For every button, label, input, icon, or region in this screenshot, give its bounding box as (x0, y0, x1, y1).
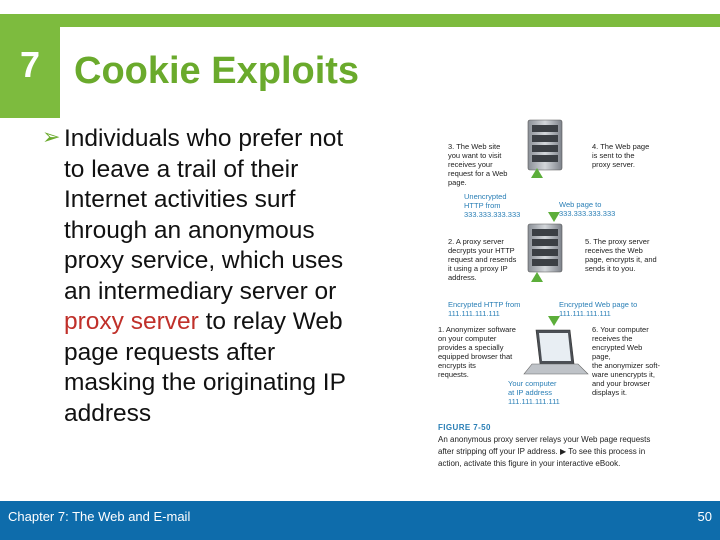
header-accent-bar (60, 14, 720, 27)
bullet-text-part: Individuals who prefer not to leave a trail of their Internet activities surf through an anonymous proxy service, which uses an intermediary server or (64, 125, 344, 305)
figure-caption-title: FIGURE 7-50 (438, 423, 491, 432)
slide-title: Cookie Exploits (74, 50, 360, 92)
laptop-icon (524, 330, 588, 374)
up-arrow-icon (531, 168, 543, 216)
chapter-number: 7 (19, 44, 41, 85)
step2-label: 2. A proxy server decrypts your HTTP request and resends it using a proxy IP address. (448, 237, 517, 282)
your-computer-label: Your computer at IP address 111.111.111.111 (508, 379, 560, 406)
footer-chapter: Chapter 7: The Web and E-mail (8, 509, 191, 524)
up-arrow-icon (531, 272, 543, 323)
step1-label: 1. Anonymizer software on your computer provides a specially equipped browser that encrypts its requests. (438, 325, 516, 379)
proxy-server-icon (528, 224, 562, 272)
bullet-text (64, 124, 364, 429)
figure-caption: An anonymous proxy server relays your Web page requests after stripping off your IP address. ▶ To see this process in action, activate this figure in your interactive eBook. (438, 435, 651, 468)
encrypted-page-label: Encrypted Web page to 111.111.111.111 (559, 300, 638, 318)
encrypted-http-label: Encrypted HTTP from 111.111.111.111 (448, 300, 521, 318)
arrow-bullet-icon: ➢ (42, 124, 61, 149)
proxy-figure (428, 118, 660, 488)
chapter-number-box (0, 14, 60, 118)
step6-label: 6. Your computer receives the encrypted Web page, the anonymizer soft- ware unencrypts it, and your browser displays it. (592, 325, 660, 397)
bullet-text-part: to relay Web page requests after masking the originating IP address (64, 308, 346, 427)
step4-label: 4. The Web page is sent to the proxy server. (592, 142, 650, 169)
step3-label: 3. The Web site you want to visit receives your request for a Web page. (448, 142, 508, 187)
unencrypted-label: Unencrypted HTTP from 333.333.333.333 (464, 192, 521, 219)
step5-label: 5. The proxy server receives the Web page, encrypts it, and sends it to you. (585, 237, 657, 273)
web-server-icon (528, 120, 562, 170)
page-number: 50 (697, 509, 712, 524)
web-page-to-label: Web page to 333.333.333.333 (559, 200, 616, 218)
footer-bar (0, 501, 720, 540)
proxy-server-term: proxy server (64, 308, 199, 335)
